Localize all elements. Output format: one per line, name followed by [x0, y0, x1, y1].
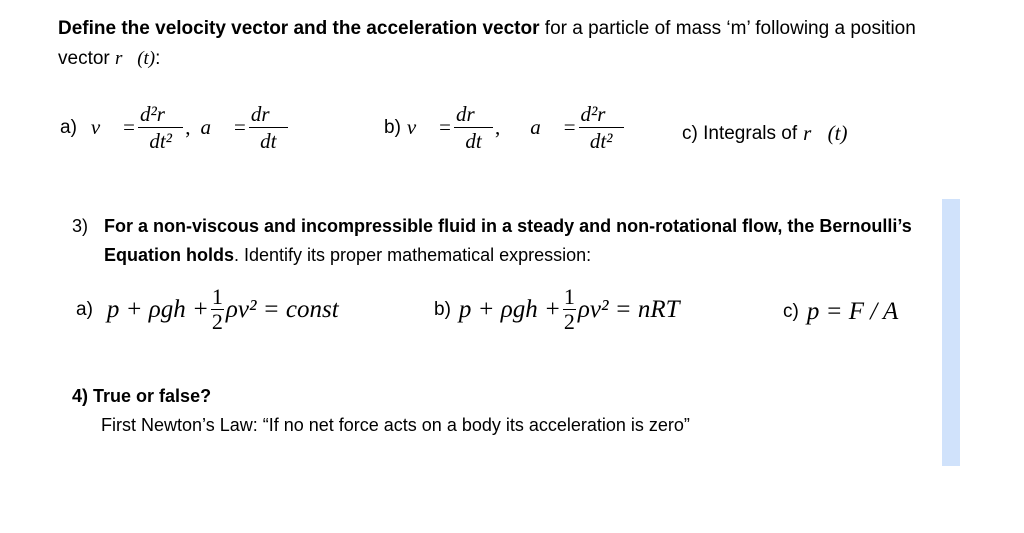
- q3-option-b-fraction: [563, 286, 576, 333]
- q3-option-b-fraction-denominator: 2: [563, 309, 575, 334]
- option-b-velocity-fraction: [454, 103, 493, 152]
- option-a-acceleration-numerator: dr⃗: [250, 102, 286, 126]
- option-b-velocity-lhs: v⃗ =: [406, 115, 452, 139]
- q3-option-a-fraction: [211, 286, 224, 333]
- q3-option-b-rhs: ρv² = nRT: [577, 295, 680, 323]
- q3-option-b-fraction-numerator: 1: [563, 284, 575, 309]
- q3-option-a-fraction-denominator: 2: [211, 309, 223, 334]
- side-highlight-bar: [942, 199, 960, 466]
- position-vector-expression: r⃗(t): [115, 48, 156, 69]
- option-b-velocity-numerator: dr⃗: [455, 102, 491, 126]
- option-a-acceleration-denominator: dt: [260, 129, 277, 153]
- question-3-option-a[interactable]: [76, 286, 339, 333]
- option-b-velocity-denominator: dt: [465, 129, 482, 153]
- q3-option-c-label: c): [783, 301, 799, 322]
- option-b-label: b): [384, 116, 401, 138]
- question-4-number: 4): [72, 386, 89, 406]
- question-3-bold-line-2: Equation holds: [104, 245, 234, 265]
- question-3-number: 3): [72, 216, 89, 236]
- option-a-velocity-fraction: [138, 103, 183, 152]
- question-3-option-b[interactable]: [434, 286, 680, 333]
- q3-option-a-label: a): [76, 298, 93, 320]
- question-2-option-c[interactable]: [682, 121, 847, 146]
- question-2-prompt: [58, 14, 938, 74]
- question-4-statement: First Newton’s Law: “If no net force acts on a body its acceleration is zero”: [101, 415, 690, 435]
- question-2-bold-text: Define the velocity vector and the acceleration vector: [58, 18, 540, 39]
- q3-option-a-lhs: p + ρgh +: [106, 295, 209, 323]
- option-b-acceleration-fraction: [579, 103, 624, 152]
- question-3-option-c[interactable]: [783, 298, 898, 326]
- option-a-acceleration-lhs: a⃗ =: [200, 115, 247, 139]
- q3-option-b-lhs: p + ρgh +: [458, 295, 561, 323]
- q3-option-a-fraction-numerator: 1: [211, 284, 223, 309]
- question-2-colon: :: [155, 48, 161, 69]
- question-2-option-a[interactable]: [60, 103, 290, 152]
- option-a-velocity-numerator: d²r⃗: [139, 102, 182, 126]
- question-4-prompt: [72, 382, 690, 440]
- option-b-comma: ,: [495, 115, 501, 139]
- option-c-expression: r⃗(t): [803, 121, 848, 145]
- q3-option-a-rhs: ρv² = const: [225, 295, 339, 323]
- option-a-velocity-denominator: dt²: [149, 129, 172, 153]
- question-3-text-line-2: . Identify its proper mathematical expression:: [234, 245, 592, 265]
- question-2-option-b[interactable]: [384, 103, 626, 152]
- q3-option-b-label: b): [434, 298, 451, 320]
- option-a-comma: ,: [185, 115, 191, 139]
- question-3-bold-line-1: For a non-viscous and incompressible fluid in a steady and non-rotational flow, the Bernoulli’s: [104, 216, 912, 236]
- option-a-label: a): [60, 116, 77, 138]
- option-a-acceleration-fraction: [249, 103, 288, 152]
- question-4-title: True or false?: [93, 386, 212, 406]
- option-c-label: c) Integrals of: [682, 122, 798, 144]
- option-b-acceleration-numerator: d²r⃗: [580, 102, 622, 126]
- option-b-acceleration-lhs: a⃗ =: [530, 115, 577, 139]
- question-2-text: for a particle of mass ‘m’ following a position vector: [58, 18, 916, 69]
- q3-option-c-expression: p = F / A: [806, 298, 899, 325]
- question-3-prompt: [72, 212, 912, 270]
- option-b-acceleration-denominator: dt²: [589, 129, 613, 153]
- option-a-velocity-lhs: v⃗ =: [90, 115, 136, 139]
